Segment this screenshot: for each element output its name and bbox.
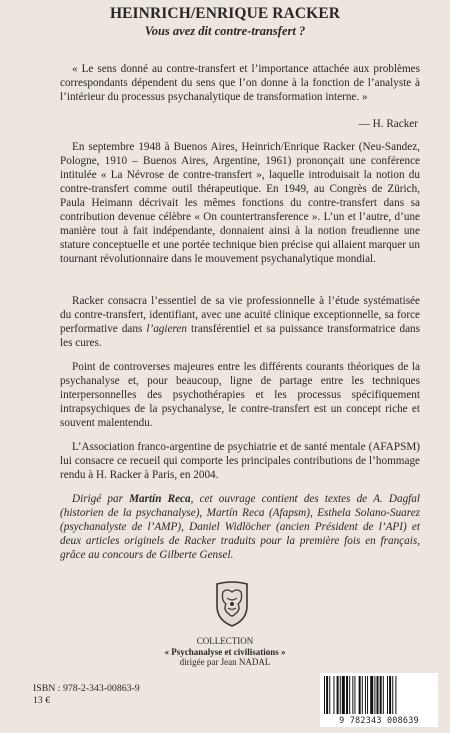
book-subtitle: Vous avez dit contre-transfert ?	[144, 24, 306, 38]
collection-emblem-icon	[213, 580, 251, 628]
credits-text: (ancien Président de l’API) et deux articles originels de Racker traduits pour la première fois en français, grâce au concours de	[60, 521, 421, 561]
collection-director: dirigée par Jean NADAL	[179, 657, 271, 667]
credits-text: Dirigé par	[72, 493, 130, 505]
isbn-number: ISBN : 978-2-343-00863-9	[33, 683, 140, 694]
author-name: A. Dagfal	[373, 493, 420, 505]
barcode-bars	[324, 676, 434, 714]
author-name: Martín Reca	[206, 507, 265, 519]
editor-name: Martín Reca	[129, 493, 191, 505]
author-name: Esthela Solano-Suarez	[317, 507, 421, 519]
author-name: Gilberte Gensel	[159, 549, 231, 561]
book-title: HEINRICH/ENRIQUE RACKER	[109, 5, 341, 22]
racker-text-1: Racker consacra l’essentiel de sa vie professionnelle à l’étude systématisée du contre-transfert, identifiant, avec une acuité clinique exceptionnelle, sa force performative dans	[60, 295, 420, 335]
collection-label: COLLECTION	[196, 636, 254, 646]
controverse-paragraph: Point de controverses majeures entre les différents courants théoriques de la psychanalyse et, pour beaucoup, ligne de partage entre les techniques interpersonnelles des psychothérapies et les processus spécifiquement intrapsychiques de la psychanalyse, le contre-transfert est un concept riche et souvent malentendu.	[60, 361, 420, 429]
racker-text-2: transférentiel et sa puissance transformatrice dans les cures.	[60, 323, 420, 349]
collection-series: « Psychanalyse et civilisations »	[164, 646, 286, 657]
epigraph-quote: « Le sens donné au contre-transfert et l’importance attachée aux problèmes correspondants dépendent du sens que l’on donne à la fonction de l’analyste à l’intérieur du processus psychanalytique de transformation interne. »	[60, 63, 420, 103]
association-paragraph: L’Association franco-argentine de psychiatrie et de santé mentale (AFAPSM) lui consacre ce recueil qui comporte les principales contributions de l’hommage rendu à H. Racker à Paris, en 2004.	[60, 441, 420, 481]
credits-text: (psychanalyste de l’AMP),	[60, 521, 190, 533]
racker-paragraph	[60, 294, 420, 350]
collection-info	[0, 636, 450, 668]
credits-paragraph	[60, 492, 420, 562]
agieren-term: l’agieren	[146, 323, 187, 335]
credits-text: .	[230, 549, 234, 561]
price: 13 €	[33, 695, 51, 706]
history-paragraph: En septembre 1948 à Buenos Aires, Heinrich/Enrique Racker (Neu-Sandez, Pologne, 1910 – Buenos Aires, Argentine, 1961) prononçait une conférence intitulée « La Névrose de contre-transfert », laquelle introduisait la notion du contre-transfert comme outil thérapeutique. En 1949, au Congrès de Zürich, Paula Heimann décrivait les mêmes fonctions du contre-transfert dans sa contribution devenue célèbre « On countertransference ». L’un et l’autre, d’une manière tout à fait indépendante, donnaient ainsi à la notion freudienne une stature conceptuelle et une portée technique bien précise qui allaient marquer un tournant révolutionnaire dans le mouvement psychanalytique mondial.	[60, 141, 420, 265]
isbn-block	[33, 683, 140, 707]
credits-text: , cet ouvrage contient des textes de	[190, 493, 374, 505]
credits-text: (Afapsm),	[264, 507, 318, 519]
author-name: Daniel Widlöcher	[189, 521, 271, 533]
quote-attribution: — H. Racker	[358, 118, 418, 130]
barcode-number: 9 782343 008639	[339, 716, 419, 726]
barcode	[320, 673, 438, 727]
credits-text: (historien de la psychanalyse),	[60, 507, 207, 519]
